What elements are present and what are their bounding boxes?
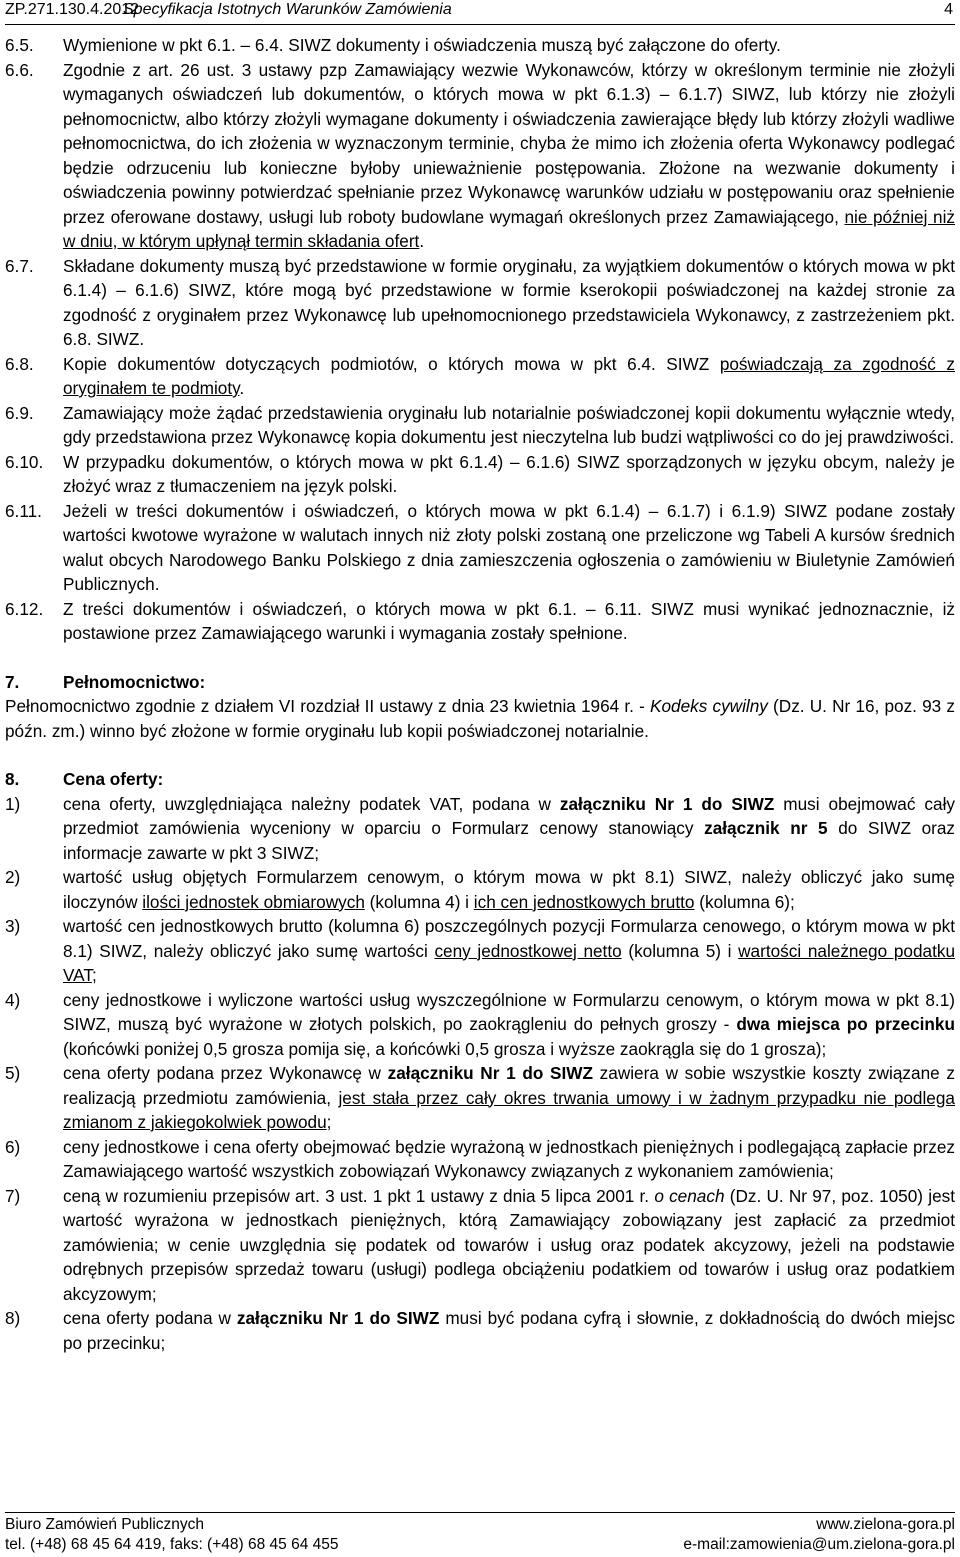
bold-text: załączniku Nr 1 do SIWZ <box>387 1063 593 1083</box>
underlined-text: nie później niż w dniu, w którym upłynął termin składania ofert <box>63 206 955 251</box>
italic-text: Kodeks cywilny <box>650 696 768 716</box>
underlined-text: poświadczają za zgodność z oryginałem te podmioty <box>63 353 955 398</box>
item-text <box>63 792 955 866</box>
text-run: ceny jednostkowe i wyliczone wartości usług wyszczególnione w Formularzu cenowym, o którym mowa w pkt 8.1) SIWZ, muszą być wyrażone w złotych polskich, po zaokrągleniu do pełnych groszy - <box>63 989 955 1034</box>
section-7-heading <box>5 670 955 695</box>
list-item <box>5 1184 955 1307</box>
italic-text: o cenach <box>654 1185 725 1206</box>
item-number: 6.7. <box>5 255 34 276</box>
bold-text: załącznik nr 5 <box>704 818 828 838</box>
item-text <box>63 914 955 988</box>
item-number: 8) <box>5 1308 21 1328</box>
text-run: ; <box>91 965 97 985</box>
text-run: ceną w rozumieniu przepisów art. 3 ust. 1 pkt 1 ustawy z dnia 5 lipca 2001 r. <box>63 1185 655 1206</box>
text-run: Z treści dokumentów i oświadczeń, o których mowa w pkt 6.1. – 6.11. SIWZ musi wynikać jednoznacznie, iż postawione przez Zamawiającego warunki i wymagania zostały spełnione. <box>63 598 955 643</box>
item-text <box>63 58 955 254</box>
text-run: musi być podana cyfrą i słownie, z dokładnością do dwóch miejsc po przecinku; <box>63 1308 956 1353</box>
list-item <box>5 1061 955 1135</box>
section-title: Pełnomocnictwo: <box>63 671 206 692</box>
underlined-text: wartości należnego podatku VAT <box>63 940 955 985</box>
list-item <box>5 914 955 988</box>
text-run: cena oferty, uwzględniająca należny podatek VAT, podana w <box>63 793 560 814</box>
item-text <box>63 865 955 914</box>
list-item <box>5 450 955 499</box>
item-text <box>63 597 955 646</box>
bold-text: załączniku Nr 1 do SIWZ <box>236 1308 440 1328</box>
section-8-items <box>5 792 955 1356</box>
section-6-items <box>5 33 955 646</box>
item-number: 1) <box>5 793 21 814</box>
item-number: 6.9. <box>5 402 34 423</box>
item-text <box>63 1135 955 1184</box>
underlined-text: jest stała przez cały okres trwania umowy i w żadnym przypadku nie podlega zmianom z jakiegokolwiek powodu <box>63 1087 955 1132</box>
page-footer <box>5 1512 955 1555</box>
list-item <box>5 597 955 646</box>
footer-website[interactable]: www.zielona-gora.pl <box>816 1516 955 1533</box>
list-item <box>5 401 955 450</box>
underlined-text: ilości jednostek obmiarowych <box>142 891 365 912</box>
item-number: 7) <box>5 1185 21 1206</box>
text-run: Składane dokumenty muszą być przedstawione w formie oryginału, za wyjątkiem dokumentów o których mowa w pkt 6.1.4) – 6.1.6) SIWZ, które mogą być przedstawione w formie kserokopii poświadczonej na każdej stronie za zgodność z oryginałem przez Wykonawcę lub upełnomocnionego przedstawiciela Wykonawcy, z zastrzeżeniem pkt. 6.8. SIWZ. <box>63 255 955 349</box>
document-code: ZP.271.130.4.2012 <box>5 1 140 18</box>
text-run: Kopie dokumentów dotyczących podmiotów, o których mowa w pkt 6.4. SIWZ <box>63 353 720 374</box>
section-number: 7. <box>5 671 20 692</box>
item-number: 6.10. <box>5 451 44 472</box>
text-run: zawiera w sobie wszystkie koszty związane z realizacją przedmiotu zamówienia, <box>63 1063 955 1108</box>
text-run: Zgodnie z art. 26 ust. 3 ustawy pzp Zamawiający wezwie Wykonawców, którzy w określonym terminie nie złożyli wymaganych oświadczeń lub dokumentów, o których mowa w pkt 6.1.3) – 6.1.7) SIWZ, lub którzy nie złożyli pełnomocnictw, albo którzy złożyli wymagane dokumenty i oświadczenia zawierające błędy lub którzy złożyli wadliwe pełnomocnictwa, do ich złożenia w wyznaczonym terminie, chyba że mimo ich złożenia oferta Wykonawcy podlegać będzie odrzuceniu lub konieczne byłoby unieważnienie postępowania. Złożone na wezwanie dokumenty i oświadczenia powinny potwierdzać spełnianie przez Wykonawcę warunków udziału w postępowaniu oraz spełnienie przez oferowane dostawy, usługi lub roboty budowlane wymagań określonych przez Zamawiającego, <box>63 59 955 227</box>
list-item <box>5 499 955 597</box>
text-run: Zamawiający może żądać przedstawienia oryginału lub notarialnie poświadczonej kopii dokumentu wyłącznie wtedy, gdy przedstawiona przez Wykonawcę kopia dokumentu jest nieczytelna lub budzi wątpliwości co do jej prawdziwości. <box>63 402 955 447</box>
item-text <box>63 401 955 450</box>
text-run: . <box>419 231 425 251</box>
document-body <box>5 33 955 1355</box>
item-number: 5) <box>5 1063 21 1083</box>
item-text <box>63 352 955 401</box>
item-number: 6.12. <box>5 598 44 619</box>
bold-text: załączniku Nr 1 do SIWZ <box>559 793 775 814</box>
text-run: ; <box>326 1112 332 1132</box>
list-item <box>5 1306 955 1355</box>
item-text <box>63 254 955 352</box>
section-8-heading <box>5 767 955 792</box>
list-item <box>5 33 955 58</box>
item-number: 3) <box>5 916 21 936</box>
list-item <box>5 1135 955 1184</box>
item-number: 6.6. <box>5 59 34 80</box>
item-text <box>63 1184 955 1307</box>
item-text <box>63 1061 955 1135</box>
text-run: cena oferty podana w <box>63 1308 237 1328</box>
item-text <box>63 988 955 1062</box>
page-number: 4 <box>944 1 953 18</box>
text-run: musi obejmować cały przedmiot zamówienia wyceniony w oparciu o Formularz cenowy stanowiący <box>63 793 955 838</box>
document-title: Specyfikacja Istotnych Warunków Zamówienia <box>123 1 452 18</box>
list-item <box>5 58 955 254</box>
list-item <box>5 254 955 352</box>
list-item <box>5 352 955 401</box>
section-number: 8. <box>5 769 20 789</box>
item-number: 6.8. <box>5 353 34 374</box>
item-number: 4) <box>5 989 21 1010</box>
list-item <box>5 865 955 914</box>
text-run: (końcówki poniżej 0,5 grosza pomija się, a końcówki 0,5 grosza i wyższe zaokrągla się do 1 grosza); <box>63 1038 827 1059</box>
item-text <box>63 33 955 58</box>
text-run: ceny jednostkowe i cena oferty obejmować będzie wyrażoną w jednostkach pieniężnych i podlegającą zapłacie przez Zamawiającego wartość wszystkich zobowiązań Wykonawcy związanych z wykonaniem zamówienia; <box>63 1136 955 1181</box>
text-run: wartość usług objętych Formularzem cenowym, o którym mowa w pkt 8.1) SIWZ, należy obliczyć jako sumę iloczynów <box>63 867 955 912</box>
list-item <box>5 792 955 866</box>
text-run: W przypadku dokumentów, o których mowa w pkt 6.1.4) – 6.1.6) SIWZ sporządzonych w języku obcym, należy je złożyć wraz z tłumaczeniem na język polski. <box>63 451 955 496</box>
text-run: cena oferty podana przez Wykonawcę w <box>63 1063 388 1083</box>
text-run: do SIWZ oraz informacje zawarte w pkt 3 SIWZ; <box>63 818 956 863</box>
item-number: 2) <box>5 867 21 887</box>
page-header <box>5 0 955 25</box>
item-number: 6.11. <box>5 500 42 521</box>
underlined-text: ceny jednostkowej netto <box>434 940 622 961</box>
text-run: wartość cen jednostkowych brutto (kolumna 6) poszczególnych pozycji Formularza cenowego, o którym mowa w pkt 8.1) SIWZ, należy obliczyć jako sumę wartości <box>63 916 955 961</box>
footer-phone-fax: tel. (+48) 68 45 64 419, faks: (+48) 68 45 64 455 <box>5 1536 339 1553</box>
text-run: (kolumna 6); <box>694 891 795 912</box>
item-text <box>63 450 955 499</box>
text-run: Pełnomocnictwo zgodnie z działem VI rozdział II ustawy z dnia 23 kwietnia 1964 r. - <box>5 696 650 716</box>
item-text <box>63 499 955 597</box>
section-title: Cena oferty: <box>63 769 164 789</box>
text-run: (kolumna 5) i <box>621 940 739 961</box>
item-text <box>63 1306 955 1355</box>
text-run: Jeżeli w treści dokumentów i oświadczeń, o których mowa w pkt 6.1.4) – 6.1.7) i 6.1.9) SIWZ podane zostały wartości kwotowe wyrażone w walutach innych niż złoty polski zostaną one przeliczone wg Tabeli A kursów średnich walut obcych Narodowego Banku Polskiego z dnia zamieszczenia ogłoszenia o zamówieniu w Biuletynie Zamówień Publicznych. <box>63 500 955 594</box>
underlined-text: ich cen jednostkowych brutto <box>473 891 695 912</box>
bold-text: dwa miejsca po przecinku <box>736 1014 955 1034</box>
item-number: 6) <box>5 1136 21 1157</box>
list-item <box>5 988 955 1062</box>
text-run: . <box>239 378 245 398</box>
footer-email[interactable]: e-mail:zamowienia@um.zielona-gora.pl <box>683 1536 955 1553</box>
footer-office: Biuro Zamówień Publicznych <box>5 1516 205 1533</box>
item-number: 6.5. <box>5 35 34 55</box>
section-7-paragraph <box>5 694 955 743</box>
text-run: (kolumna 4) i <box>364 891 474 912</box>
text-run: (Dz. U. Nr 97, poz. 1050) jest wartość wyrażona w jednostkach pieniężnych, którą Zamawiający zobowiązany jest zapłacić za przedmiot zamówienia; w cenie uwzględnia się podatek od towarów i usług oraz podatek akcyzowy, jeżeli na podstawie odrębnych przepisów sprzedaż towaru (usługi) podlega obciążeniu podatkiem od towarów i usług oraz podatkiem akcyzowym; <box>63 1185 955 1304</box>
text-run: (Dz. U. Nr 16, poz. 93 z późn. zm.) winno być złożone w formie oryginału lub kopii poświadczonej notarialnie. <box>5 696 955 741</box>
text-run: Wymienione w pkt 6.1. – 6.4. SIWZ dokumenty i oświadczenia muszą być załączone do oferty. <box>63 35 781 55</box>
